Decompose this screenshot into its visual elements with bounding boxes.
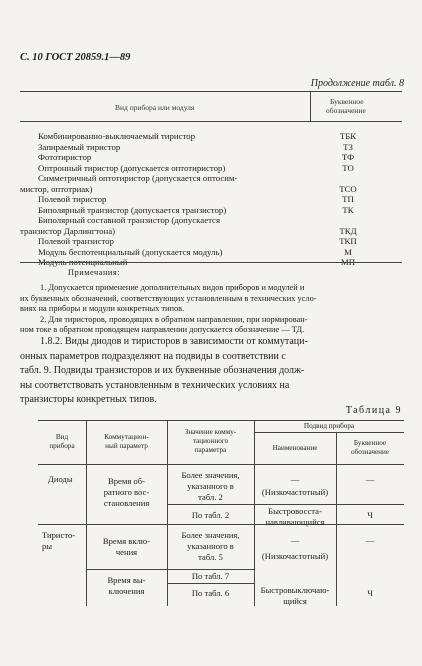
t9-diodes-vid: Диоды (48, 474, 73, 484)
note-line: 2. Для тиристоров, проводящих в обратном направлении, при нормирован- (40, 314, 308, 324)
t9-diodes-abbr-1: — (365, 474, 375, 484)
table8-row-abbr: ТКП (339, 236, 357, 246)
table8-row-abbr: ТСО (339, 183, 357, 194)
table8-row-name: Запираемый тиристор (38, 141, 121, 152)
table-continuation-label: Продолжение табл. 8 (310, 78, 404, 89)
t9-thyr-abbr-3: Ч (367, 588, 373, 598)
table8-row-name: Симметричный оптотиристор (допускается оптосим- (38, 173, 238, 183)
table8-header-name: Вид прибора или модуля (115, 103, 195, 112)
t9-top (38, 420, 404, 421)
t9-thyr-name-3: Быстровыключаю- щийся (260, 585, 330, 606)
table8-row-name: Модуль беспотенциальный (допускается модуль) (38, 246, 223, 257)
t9-header-znachenie: Значение комму- тационного параметра (184, 428, 237, 454)
table8-header-abbr-2: обозначение (326, 106, 366, 115)
table8-row-abbr: ТКД (339, 225, 357, 236)
table8-row-name: мистор, оптотриак) (20, 183, 93, 194)
table8-row-abbr: М (344, 246, 352, 257)
table8-row-abbr: ТБК (339, 131, 357, 141)
table8-row-abbr: ТО (342, 162, 354, 173)
table8-row-name: Оптронный тиристор (допускается оптотиристор) (38, 162, 226, 173)
t9-thyr-mid-2 (167, 583, 254, 584)
t9-thyr-vid: Тиристо- ры (42, 530, 76, 551)
t9-thyr-abbr-1: — (365, 535, 375, 545)
t9-header-kommut: Коммутацион- ный параметр (104, 433, 149, 450)
table9-caption: Таблица 9 (345, 405, 402, 416)
t9-diodes-name-2: Быстровосста- навливающийся (265, 506, 325, 527)
table8-row-abbr: МП (340, 257, 356, 267)
t9-diodes-abbr-2: Ч (367, 510, 373, 520)
t9-diodes-value-1: Более значения, указанного в табл. 2 (181, 470, 240, 502)
table8-row-name: Полевой тиристор (38, 194, 107, 204)
table8-row-name: Полевой транзистор (38, 236, 114, 246)
table8-bottom-border (20, 262, 402, 263)
note-line: ном токе в обратном проводящем направлении допускается обозначение — ТД. (20, 325, 305, 334)
t9-thyr-value-3: По табл. 6 (191, 588, 230, 598)
table8-row-name: транзистор Дарлингтона) (20, 225, 116, 236)
table8-row-abbr: ТП (342, 194, 354, 204)
table8-row-name: Биполярный составной транзистор (допускается (38, 215, 220, 225)
paragraph-line: ны соответствовать установленным в технических условиях на (20, 379, 290, 391)
table8-row-abbr: ТК (342, 204, 354, 215)
t9-thyr-param-1: Время вклю- чения (102, 536, 151, 557)
t9-thyr-name-1: (Низкочастотный) (261, 551, 329, 561)
t9-thyr-value-2: По табл. 7 (191, 571, 230, 581)
table8-row-abbr: ТЗ (343, 141, 353, 152)
table8-header-bottom-border (20, 121, 402, 122)
table8-top-border (20, 91, 402, 92)
t9-thyr-mid-1 (86, 569, 254, 570)
t9-head-bottom (38, 464, 404, 465)
t9-diodes-value-2: По табл. 2 (191, 510, 230, 520)
t9-header-podvid: Подвид прибора (303, 422, 355, 430)
t9-header-naimenovanie: Наименование (272, 444, 318, 452)
paragraph-line: онных параметров подразделяют на подвиды в соответствии с (20, 350, 286, 362)
t9-diodes-dash-1: — (290, 474, 300, 484)
t9-diodes-name-1: (Низкочастотный) (261, 487, 329, 497)
table8-row-name: Биполярный транзистор (допускается транзистор) (38, 204, 227, 215)
t9-diodes-bottom (38, 524, 404, 525)
t9-header-oboznachenie: Буквенное обозначение (350, 439, 390, 456)
table8-header-abbr-1: Буквенное (330, 97, 364, 106)
table8-row-name: Фототиристор (38, 152, 92, 162)
table8-row-abbr: ТФ (341, 152, 355, 162)
notes-title: Примечания: (68, 268, 121, 277)
t9-thyr-param-2: Время вы- ключения (107, 575, 146, 596)
paragraph-line: 1.8.2. Виды диодов и тиристоров в зависимости от коммутаци- (40, 336, 308, 347)
table8-row-name: Комбинированно-выключаемый тиристор (38, 131, 195, 141)
t9-header-vid: Вид прибора (49, 433, 75, 450)
t9-diodes-mid (167, 504, 404, 505)
table8-col-divider (310, 91, 311, 121)
note-line: их буквенных обозначений, соответствующих установленным в технических усло- (20, 293, 317, 303)
page-header: С. 10 ГОСТ 20859.1—89 (20, 52, 131, 63)
t9-subhead-line (254, 432, 404, 433)
paragraph-line: транзисторы конкретных типов. (20, 394, 157, 405)
paragraph-line: табл. 9. Подвиды транзисторов и их буквенные обозначения долж- (20, 365, 305, 376)
t9-thyr-value-1: Более значения, указанного в табл. 5 (181, 530, 240, 562)
note-line: 1. Допускается применение дополнительных видов приборов и модулей и (40, 283, 305, 292)
t9-thyr-dash-1: — (290, 535, 300, 545)
table8-row-name: Модуль потенциальный (38, 257, 128, 267)
note-line: виях на приборы и модули конкретных типов. (20, 304, 185, 313)
t9-diodes-param: Время об- ратного вос- становления (103, 476, 150, 508)
